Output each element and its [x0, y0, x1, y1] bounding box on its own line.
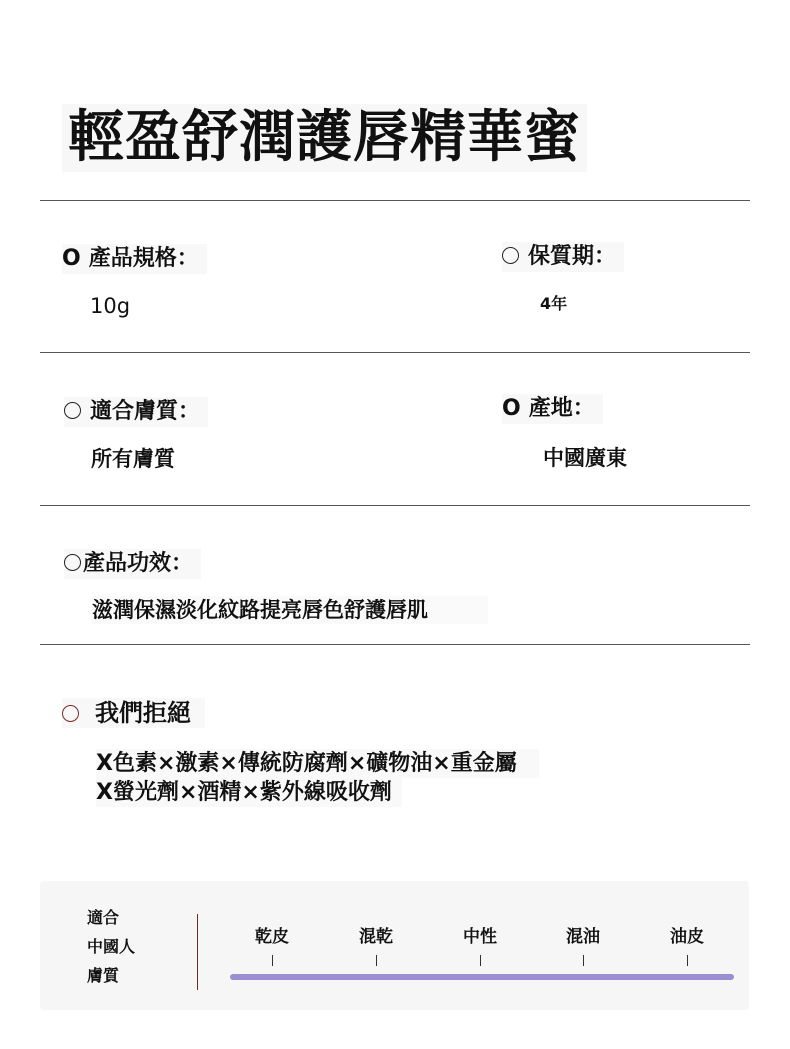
- origin-value: 中國廣東: [543, 446, 627, 470]
- origin-label: O 產地：: [502, 394, 603, 424]
- circle-icon: [502, 247, 519, 264]
- spec-label: O 產品規格：: [62, 244, 207, 274]
- shelf-life-label: 保質期：: [502, 242, 624, 272]
- scale-label-combo-oily: 混油: [566, 927, 600, 947]
- refuse-line: X螢光劑×酒精×紫外線吸收劑: [96, 778, 402, 807]
- scale-tick: [480, 955, 481, 966]
- spec-value: 10g: [90, 294, 131, 318]
- spec-marker: O: [62, 246, 81, 271]
- scale-tick: [583, 955, 584, 966]
- refuse-label: 我們拒絕: [62, 698, 205, 728]
- page-title: 輕盈舒潤護唇精華蜜: [62, 104, 587, 172]
- refuse-line: X色素×激素×傳統防腐劑×礦物油×重金屬: [96, 749, 539, 778]
- scale-label-combo-dry: 混乾: [359, 927, 393, 947]
- circle-icon: [62, 705, 79, 722]
- scale-label-dry: 乾皮: [255, 927, 289, 947]
- divider: [40, 644, 750, 645]
- circle-icon: [64, 554, 81, 571]
- efficacy-value: 滋潤保濕淡化紋路提亮唇色舒護唇肌: [92, 596, 488, 624]
- skin-scale-panel: [40, 881, 749, 1010]
- scale-label-oily: 油皮: [670, 927, 704, 947]
- skin-scale-divider: [197, 914, 198, 990]
- scale-tick: [376, 955, 377, 966]
- skin-type-label: 適合膚質：: [64, 397, 208, 427]
- scale-tick: [272, 955, 273, 966]
- divider: [40, 505, 750, 506]
- skin-scale-title: 適合 中國人 膚質: [87, 908, 136, 985]
- origin-marker: O: [502, 396, 521, 421]
- skin-scale-bar: [230, 974, 734, 980]
- scale-label-normal: 中性: [463, 927, 497, 947]
- circle-icon: [64, 402, 81, 419]
- divider: [40, 352, 750, 353]
- divider: [40, 200, 750, 201]
- efficacy-label: 產品功效：: [64, 549, 201, 579]
- shelf-life-value: 4年: [540, 294, 568, 313]
- scale-tick: [687, 955, 688, 966]
- skin-type-value: 所有膚質: [91, 447, 175, 471]
